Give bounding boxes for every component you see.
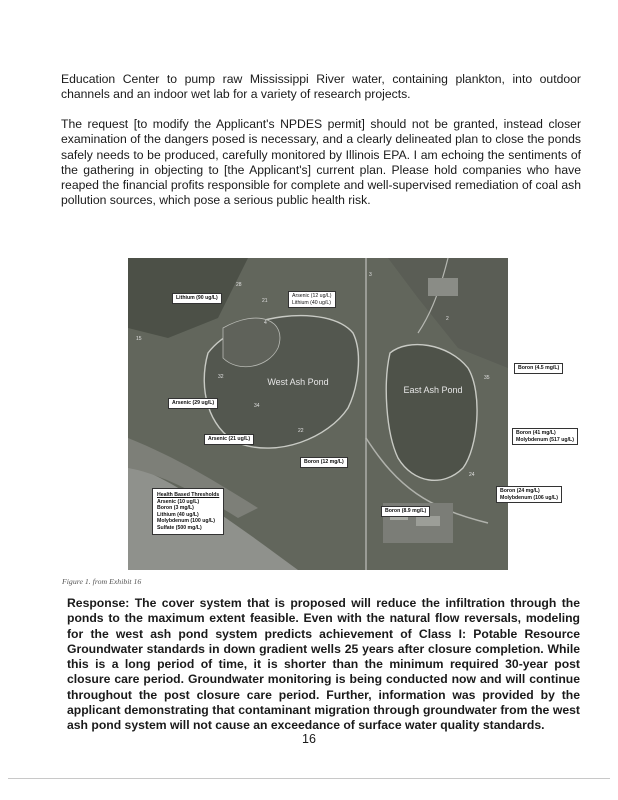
well-number: 4: [264, 320, 267, 326]
well-number: 35: [484, 375, 490, 381]
well-number: 2: [446, 316, 449, 322]
map-label-boron-24: [496, 486, 562, 503]
well-number: 15: [136, 336, 142, 342]
threshold-item: Arsenic (10 ug/L): [157, 498, 200, 505]
map-label-line: Molybdenum (517 ug/L): [516, 436, 574, 443]
map-label-line: Boron (41 mg/L): [516, 430, 556, 436]
figure-caption: Figure 1. from Exhibit 16: [62, 577, 142, 586]
map-label-arsenic-21: Arsenic (21 ug/L): [204, 434, 254, 445]
map-label-arsenic-29: Arsenic (29 ug/L): [168, 398, 218, 409]
threshold-item: Sulfate (500 mg/L): [157, 524, 202, 531]
map-label-line: Lithium (40 ug/L): [292, 299, 331, 306]
threshold-item: Molybdenum (100 ug/L): [157, 518, 215, 524]
site-map-figure: [128, 258, 574, 570]
map-label-boron-molybdenum: [512, 428, 578, 445]
footer-divider: [8, 778, 610, 779]
well-number: 3: [369, 272, 372, 278]
map-label-arsenic-lithium: [288, 291, 336, 308]
well-number: 34: [254, 403, 260, 409]
body-paragraph-2: The request [to modify the Applicant's NPDES permit] should not be granted, instead closer examination of the dangers posed is necessary, and a clearly delineated plan to close the ponds safely needs to be produced, carefully monitored by Illinois EPA. I am echoing the sentiments of the gathering in objecting to [the Applicant's] current plan. Please hold companies who have reaped the financial profits responsible for complete and well-supervised remediation of coal ash pollution sources, which pose a serious public health risk.: [61, 117, 581, 208]
map-label-boron-4-5: Boron (4.5 mg/L): [514, 363, 563, 374]
map-label-line: Molybdenum (106 ug/L): [500, 494, 558, 501]
well-number: 21: [262, 298, 268, 304]
east-ash-pond-label: East Ash Pond: [403, 385, 463, 395]
well-number: 22: [298, 428, 304, 434]
well-number: 32: [218, 374, 224, 380]
map-label-boron-12: Boron (12 mg/L): [300, 457, 348, 468]
threshold-item: Boron (3 mg/L): [157, 505, 194, 511]
well-number: 28: [236, 282, 242, 288]
west-ash-pond-label: West Ash Pond: [267, 377, 329, 387]
well-number: 24: [469, 472, 475, 478]
map-label-lithium: Lithium (90 ug/L): [172, 293, 222, 304]
threshold-item: Lithium (40 ug/L): [157, 511, 199, 518]
thresholds-title: Health Based Thresholds: [157, 492, 220, 498]
map-label-line: Boron (24 mg/L): [500, 488, 540, 494]
response-paragraph: Response: The cover system that is proposed will reduce the infiltration through the ponds to the maximum extent feasible. Even with the natural flow reversals, modeling for the west ash pond system predicts achievement of Class I: Potable Resource Groundwater standards in down gradient wells 25 years after closure completion. While this is a long period of time, it is shorter than the minimum required 30-year post closure care period. Groundwater monitoring is being conducted now and will continue throughout the post closure care period. Further, information was provided by the applicant demonstrating that contaminant migration through groundwater from the west ash pond system will not cause an exceedance of surface water quality standards.: [67, 596, 580, 733]
body-paragraph-1: Education Center to pump raw Mississippi River water, containing plankton, into outdoor channels and an indoor wet lab for a variety of research projects.: [61, 72, 581, 102]
map-label-line: Arsenic (12 ug/L): [292, 293, 332, 299]
map-label-boron-8-9: Boron (8.9 mg/L): [381, 506, 430, 517]
thresholds-legend: [152, 488, 224, 535]
page-number: 16: [302, 732, 316, 746]
